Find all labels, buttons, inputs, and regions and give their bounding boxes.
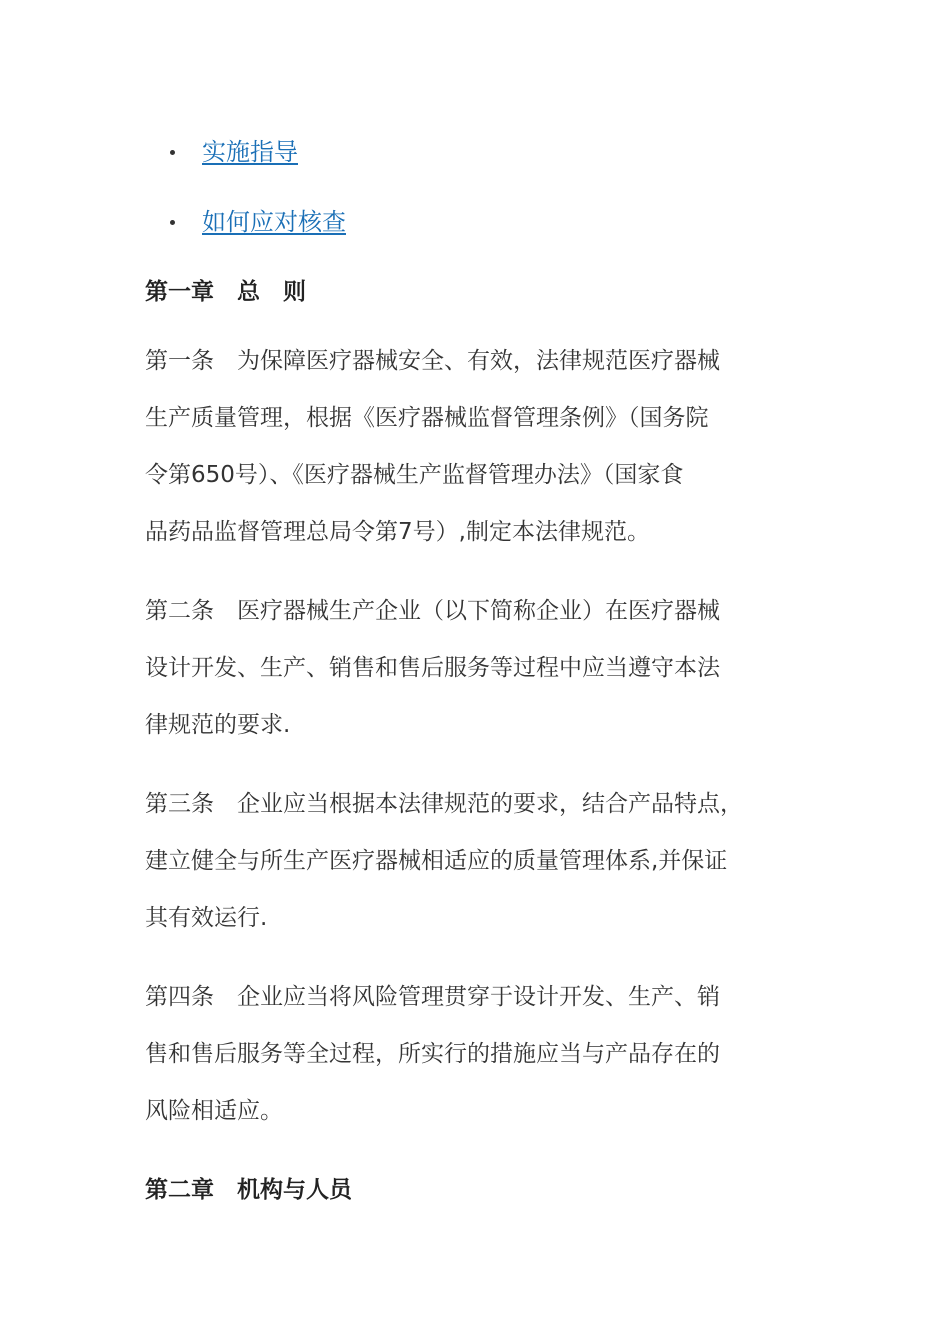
article-1-line: 令第650号）、《医疗器械生产监督管理办法》（国家食	[145, 462, 684, 488]
link-list	[170, 132, 346, 272]
article-2	[145, 583, 805, 754]
article-1	[145, 333, 805, 561]
article-4-line: 第四条 企业应当将风险管理贯穿于设计开发、生产、销	[145, 984, 720, 1010]
bullet-icon	[170, 150, 175, 155]
article-2-line: 设计开发、生产、销售和售后服务等过程中应当遵守本法	[145, 655, 720, 681]
article-4-line: 风险相适应。	[145, 1098, 283, 1124]
article-3-line: 建立健全与所生产医疗器械相适应的质量管理体系,并保证	[145, 848, 728, 874]
article-2-line: 第二条 医疗器械生产企业（以下简称企业）在医疗器械	[145, 598, 720, 624]
article-1-line: 生产质量管理，根据《医疗器械监督管理条例》（国务院	[145, 405, 709, 431]
article-3	[145, 776, 805, 947]
link-how-to-handle-inspection[interactable]: 如何应对核查	[202, 208, 346, 236]
article-3-line: 其有效运行.	[145, 905, 268, 931]
link-item	[170, 132, 346, 172]
link-implementation-guide[interactable]: 实施指导	[202, 138, 298, 166]
article-4-line: 售和售后服务等全过程，所实行的措施应当与产品存在的	[145, 1041, 720, 1067]
article-2-line: 律规范的要求.	[145, 712, 291, 738]
article-1-line: 品药品监督管理总局令第7号）,制定本法律规范。	[145, 519, 650, 545]
link-item	[170, 202, 346, 242]
bullet-icon	[170, 220, 175, 225]
chapter-heading-2: 第二章 机构与人员	[145, 1177, 352, 1203]
chapter-heading-1: 第一章 总 则	[145, 279, 306, 305]
article-1-line: 第一条 为保障医疗器械安全、有效，法律规范医疗器械	[145, 348, 720, 374]
article-3-line: 第三条 企业应当根据本法律规范的要求，结合产品特点，	[145, 791, 743, 817]
article-4	[145, 969, 805, 1140]
